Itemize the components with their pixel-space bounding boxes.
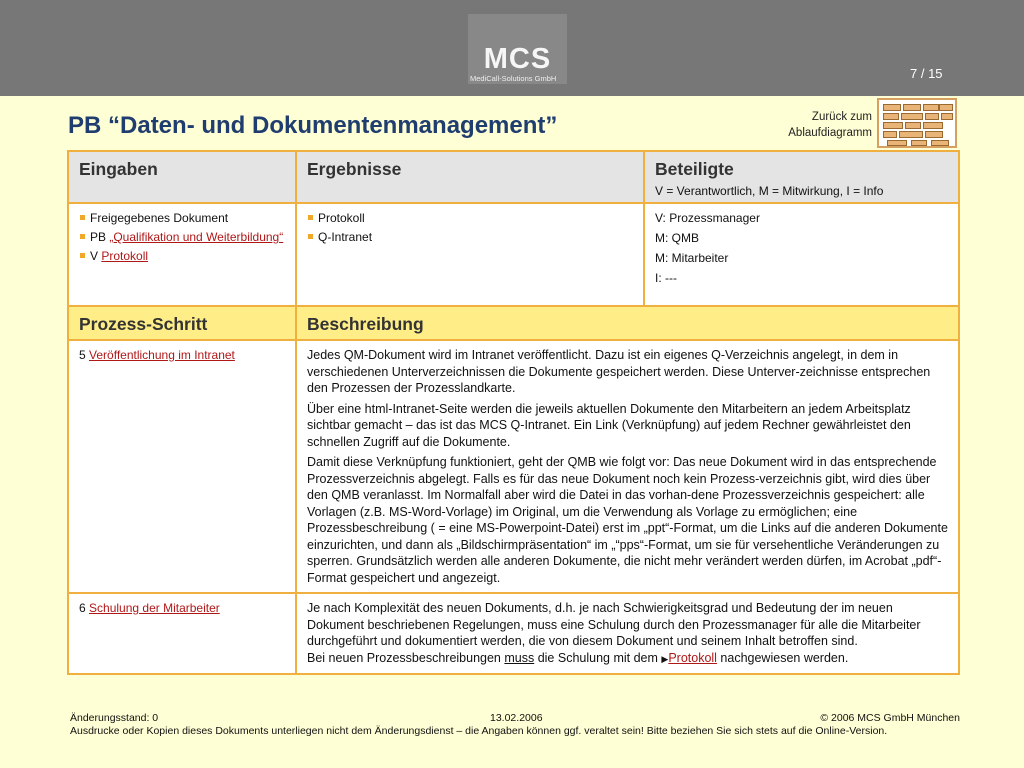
step-number: 6 xyxy=(79,601,90,615)
process-table xyxy=(67,150,960,675)
header-results-label: Ergebnisse xyxy=(307,159,402,179)
header-inputs xyxy=(68,151,296,203)
emphasis-text: muss xyxy=(504,650,535,665)
logo-text: MCS xyxy=(483,43,552,75)
header-participants-label: Beteiligte xyxy=(655,159,734,179)
logo-subtext: MediCall-Solutions GmbH xyxy=(470,74,557,83)
company-logo xyxy=(468,14,567,84)
input-item-text: Freigegebenes Dokument xyxy=(90,211,229,225)
employee-training-link[interactable]: Schulung der Mitarbeiter xyxy=(89,601,220,615)
protocol-link[interactable]: Protokoll xyxy=(668,650,717,665)
copyright: © 2006 MCS GmbH München xyxy=(820,712,960,724)
header-description xyxy=(296,306,959,340)
header-bar xyxy=(0,0,1024,96)
text-span: die Schulung mit dem xyxy=(534,650,662,665)
header-description-label: Beschreibung xyxy=(307,314,424,334)
step-5-description xyxy=(296,340,959,593)
header-inputs-label: Eingaben xyxy=(79,159,158,179)
page-title: PB “Daten- und Dokumentenmanagement” xyxy=(68,112,558,139)
header-participants xyxy=(644,151,959,203)
list-item: Protokoll xyxy=(307,210,635,226)
header-process-step xyxy=(68,306,296,340)
participant-entry: M: QMB xyxy=(655,231,699,245)
back-to-flowchart-link[interactable]: Zurück zum Ablaufdiagramm xyxy=(788,111,872,139)
description-paragraph: Jedes QM-Dokument wird im Intranet veröffentlicht. Dazu ist ein eigenes Q-Verzeichnis angelegt, in dem in verschiedenen Unterverzeichnissen die Dokumente gespeichert werden. Diese Unterver-zeichnisse entsprechen den Prozessen der Prozesslandkarte. xyxy=(307,348,931,395)
description-paragraph-last xyxy=(307,650,950,668)
step-6-cell xyxy=(68,593,296,674)
text-span: Bei neuen Prozessbeschreibungen xyxy=(307,650,505,665)
input-item-prefix: V xyxy=(90,249,102,263)
inputs-cell xyxy=(68,203,296,306)
document-date: 13.02.2006 xyxy=(490,712,543,724)
header-results xyxy=(296,151,644,203)
page-number: 7 / 15 xyxy=(910,66,943,81)
participants-legend: V = Verantwortlich, M = Mitwirkung, I = Info xyxy=(655,184,884,198)
intranet-publication-link[interactable]: Veröffentlichung im Intranet xyxy=(89,348,235,362)
list-item xyxy=(79,229,287,245)
header-step-label: Prozess-Schritt xyxy=(79,314,208,334)
description-paragraph: Je nach Komplexität des neuen Dokuments, d.h. je nach Schwierigkeitsgrad und Bedeutung der im neuen Dokument beschriebenen Regelungen, muss eine Schulung durch den Prozessmanager für alle die Mitarbeiter durchgeführt und dokumentiert werden, die von diesem Dokument und seinem Inhalt betroffen sind. xyxy=(307,601,921,648)
participants-cell xyxy=(644,203,959,306)
flowchart-thumbnail[interactable] xyxy=(877,98,957,148)
revision-status: Änderungsstand: 0 xyxy=(70,712,159,724)
description-paragraph: Über eine html-Intranet-Seite werden die jeweils aktuellen Dokumente den Mitarbeitern an jedem Arbeitsplatz sichtbar gemacht – das ist das MCS Q-Intranet. Ein Link (Verknüpfung) auf jedem Rechner gewährleistet den schnellen Zugriff auf die Dokumente. xyxy=(307,401,911,449)
step-6-description xyxy=(296,593,959,674)
protocol-link[interactable]: Protokoll xyxy=(101,249,149,263)
text-span: nachgewiesen werden. xyxy=(716,650,849,665)
list-item: Q-Intranet xyxy=(307,229,635,245)
arrow-right-icon: ▶ xyxy=(661,653,669,664)
disclaimer-note: Ausdrucke oder Kopien dieses Dokuments unterliegen nicht dem Änderungsdienst – die Angaben können ggf. veraltet sein! Bitte beziehen Sie sich stets auf die Online-Version. xyxy=(70,725,888,737)
results-cell xyxy=(296,203,644,306)
participant-entry: M: Mitarbeiter xyxy=(655,251,729,265)
participant-entry: I: --- xyxy=(655,271,677,285)
step-number: 5 xyxy=(79,348,90,362)
list-item xyxy=(79,210,287,226)
description-paragraph: Damit diese Verknüpfung funktioniert, geht der QMB wie folgt vor: Das neue Dokument wird in das entsprechende Prozessverzeichnis abgelegt. Falls es für das neue Dokument noch kein Prozess-verzeichnis gibt, wird dies über den QMB veranlasst. Im Normalfall aber wird die Datei in das vorhan-dene Prozessverzeichnis gespeichert: alle Vorlagen (z.B. MS-Word-Vorlage) im Original, um die Verwendung als Vorlage zu ermöglichen; eine Prozessbeschreibung ( = eine MS-Powerpoint-Datei) erst im „ppt“-Format, um die Links auf die anderen Dokumente einzurichten, und dann als „Bildschirmpräsentation“ im „“pps“-Format, um sie für versehentliche Veränderungen zu sperren. Grundsätzlich werden alle anderen Dokumente, die nicht mehr verändert werden dürfen, im Acrobat „pdf“-Format gespeichert und angezeigt. xyxy=(307,455,948,585)
list-item xyxy=(79,248,287,264)
qualification-process-link[interactable]: „Qualifikation und Weiterbildung“ xyxy=(109,230,284,244)
input-item-prefix: PB xyxy=(90,230,110,244)
participant-entry: V: Prozessmanager xyxy=(655,211,760,225)
step-5-cell xyxy=(68,340,296,593)
